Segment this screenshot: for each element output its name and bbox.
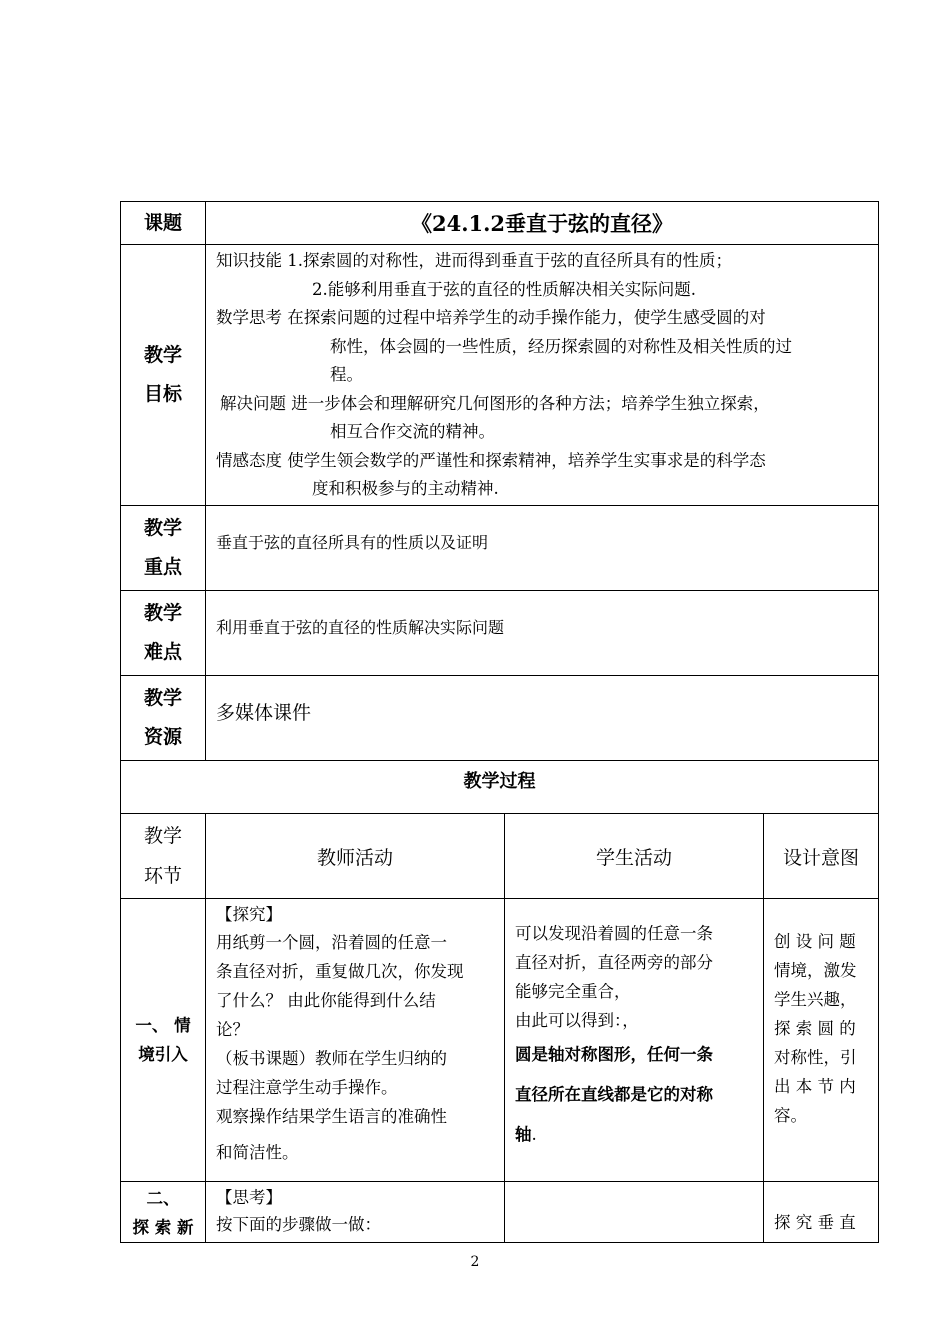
teacher-column-header: 教师活动 [206, 814, 505, 899]
design-intent [764, 899, 879, 1182]
goal-line: 解决问题 进一步体会和理解研究几何图形的各种方法；培养学生独立探索， [220, 393, 770, 413]
intent-line: 学生兴趣， [774, 990, 857, 1009]
teacher-line: 条直径对折，重复做几次，你发现 [216, 962, 464, 981]
student-activity [505, 899, 764, 1182]
stage-line2: 探 索 新 [132, 1218, 194, 1237]
goal-line: 知识技能 1.探索圆的对称性，进而得到垂直于弦的直径所具有的性质； [216, 251, 732, 270]
intent-line: 出 本 节 内 [774, 1077, 856, 1096]
resources-text: 多媒体课件 [206, 676, 879, 761]
resources-row [121, 676, 879, 761]
student-bold-text: 轴 [515, 1125, 532, 1144]
resources-label [121, 676, 206, 761]
intent-line: 探 索 圆 的 [774, 1019, 856, 1038]
student-line: 能够完全重合， [515, 982, 631, 1001]
goals-label-line1: 教学 [143, 344, 182, 366]
goals-label-line2: 目标 [143, 383, 182, 405]
goals-row [121, 245, 879, 506]
goals-label [121, 245, 206, 506]
process-row [121, 899, 879, 1182]
teacher-line: 用纸剪一个圆，沿着圆的任意一 [216, 933, 447, 952]
goal-line: 数学思考 在探索问题的过程中培养学生的动手操作能力，使学生感受圆的对 [216, 308, 766, 327]
topic-label: 课题 [121, 202, 206, 245]
teacher-line: 和简洁性。 [216, 1143, 299, 1162]
teacher-activity [206, 899, 505, 1182]
intent-line: 容。 [774, 1106, 807, 1125]
student-line: 由此可以得到：， [515, 1011, 639, 1030]
stage-line2: 境引入 [138, 1045, 188, 1064]
stage-column-header [121, 814, 206, 899]
process-heading: 教学过程 [121, 761, 879, 814]
intent-line: 对称性，引 [774, 1048, 857, 1067]
stage-cell [121, 1182, 206, 1243]
teacher-activity [206, 1182, 505, 1243]
student-bold-line: 直径所在直线都是它的对称 [515, 1085, 713, 1104]
goal-line: 情感态度 使学生领会数学的严谨性和探索精神，培养学生实事求是的科学态 [216, 450, 766, 470]
difficulty-label-line2: 难点 [143, 641, 182, 663]
teacher-line: 了什么？ 由此你能得到什么结 [216, 991, 436, 1010]
difficulty-text: 利用垂直于弦的直径的性质解决实际问题 [206, 591, 879, 676]
page-number: 2 [470, 1254, 480, 1270]
teacher-line: （板书课题）教师在学生归纳的 [216, 1049, 447, 1068]
teacher-line: 按下面的步骤做一做： [216, 1215, 381, 1234]
stage-header-line1: 教学 [143, 825, 182, 847]
topic-row [121, 202, 879, 245]
key-point-label-line1: 教学 [143, 517, 182, 539]
stage-header-line2: 环节 [143, 865, 182, 887]
goals-content [206, 245, 879, 506]
lesson-plan-table [120, 201, 879, 1243]
topic-title: 《24.1.2垂直于弦的直径》 [206, 202, 879, 245]
resources-label-line1: 教学 [143, 687, 182, 709]
student-bold-line-last [515, 1115, 757, 1155]
teacher-line: 过程注意学生动手操作。 [216, 1078, 398, 1097]
student-line: 直径对折，直径两旁的部分 [515, 953, 713, 972]
teacher-line: 【探究】 [216, 905, 282, 924]
goal-line: 2.能够利用垂直于弦的直径的性质解决相关实际问题. [312, 279, 696, 299]
student-activity [505, 1182, 764, 1243]
goal-line: 度和积极参与的主动精神. [312, 479, 499, 498]
resources-label-line2: 资源 [143, 726, 182, 748]
difficulty-label-line1: 教学 [143, 602, 182, 624]
student-line: 可以发现沿着圆的任意一条 [515, 924, 713, 943]
teacher-line: 观察操作结果学生语言的准确性 [216, 1107, 447, 1126]
intent-line: 创 设 问 题 [774, 932, 856, 951]
goal-line: 称性，体会圆的一些性质，经历探索圆的对称性及相关性质的过 [330, 336, 792, 356]
process-heading-row [121, 761, 879, 814]
student-bold-line: 圆是轴对称图形，任何一条 [515, 1045, 713, 1064]
key-point-label-line2: 重点 [143, 556, 182, 578]
intent-line: 情境，激发 [774, 961, 857, 980]
key-point-label [121, 506, 206, 591]
stage-line1: 一、 情 [135, 1016, 191, 1035]
goal-line: 相互合作交流的精神。 [330, 422, 495, 441]
intent-line: 探 究 垂 直 [774, 1213, 856, 1232]
goal-line: 程。 [330, 365, 363, 384]
student-column-header: 学生活动 [505, 814, 764, 899]
process-header-row [121, 814, 879, 899]
stage-line1: 二、 [146, 1189, 180, 1208]
key-point-row [121, 506, 879, 591]
teacher-line: 论？ [216, 1020, 249, 1039]
design-intent [764, 1182, 879, 1243]
difficulty-row [121, 591, 879, 676]
teacher-line: 【思考】 [216, 1188, 282, 1207]
difficulty-label [121, 591, 206, 676]
key-point-text: 垂直于弦的直径所具有的性质以及证明 [206, 506, 879, 591]
process-row [121, 1182, 879, 1243]
student-bold-tail: . [531, 1125, 537, 1144]
stage-cell [121, 899, 206, 1182]
intent-column-header: 设计意图 [764, 814, 879, 899]
